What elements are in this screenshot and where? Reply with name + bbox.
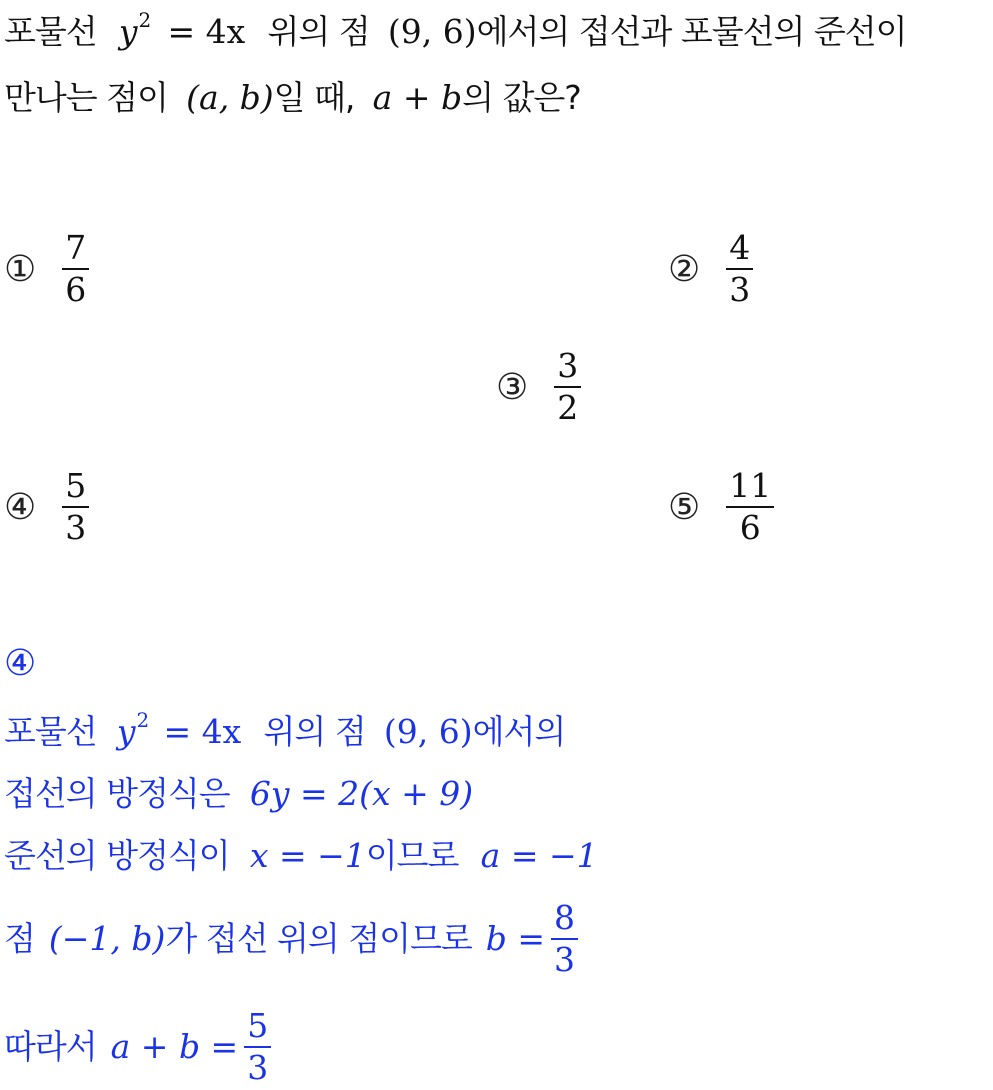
solution-answer [4,644,35,685]
math-point: (a, b) [186,78,274,117]
fraction-denominator: 3 [247,1048,269,1087]
choice-number: ② [668,248,701,290]
solution-text: 이므로 [365,836,459,875]
math-expression: a + b [372,78,463,117]
fraction [62,228,89,310]
fraction-numerator: 11 [729,466,772,505]
choice-number: ⑤ [668,486,701,528]
choice-4[interactable] [4,466,95,548]
solution-text: 가 접선 위의 점이므로 [165,919,472,958]
question-text: 포물선 [4,12,97,51]
math-equation: a + b = [110,1027,239,1066]
math-equation: b = [485,919,546,958]
solution-text: 위의 점 [263,712,366,751]
fraction-numerator: 8 [554,898,576,937]
question-text: 만나는 점이 [4,78,168,117]
fraction [62,466,89,548]
fraction-numerator: 5 [65,466,87,505]
fraction-numerator: 7 [65,228,87,267]
math-equation: a = −1 [480,836,598,875]
math-equation: x = −1 [249,836,366,875]
fraction-denominator: 2 [557,388,579,427]
solution-text: 접선의 방정식은 [4,774,230,813]
choice-5[interactable] [668,466,780,548]
math-point: (−1, b) [48,919,166,958]
fraction-denominator: 6 [739,508,761,547]
math-point: (9, 6) [383,712,473,751]
fraction [726,228,753,310]
fraction-numerator: 5 [247,1006,269,1045]
math-variable: y [118,12,138,51]
fraction-numerator: 4 [729,228,751,267]
question-text: 의 값은? [462,78,581,117]
solution-line-4 [4,898,584,980]
fraction-numerator: 3 [557,346,579,385]
math-exponent: 2 [136,708,150,732]
fraction [551,898,578,980]
choice-2[interactable] [668,228,759,310]
choice-3[interactable] [496,346,587,428]
fraction [726,466,774,548]
choice-number: ④ [4,486,37,528]
math-point: (9, 6) [387,12,477,51]
fraction [554,346,581,428]
answer-mark: ④ [4,643,36,684]
solution-text: 따라서 [4,1027,97,1066]
fraction-denominator: 6 [65,270,87,309]
fraction-denominator: 3 [65,508,87,547]
solution-text: 포물선 [4,712,97,751]
fraction-denominator: 3 [729,270,751,309]
choice-number: ③ [496,366,529,408]
math-equation: = 4x [167,12,246,51]
solution-line-2 [4,774,473,815]
math-exponent: 2 [138,8,152,32]
question-text: 에서의 접선과 포물선의 준선이 [476,12,907,51]
solution-text: 준선의 방정식이 [4,836,230,875]
math-equation: = 4x [163,712,242,751]
solution-line-1 [4,708,566,756]
solution-text: 점 [4,919,35,958]
solution-line-5 [4,1006,277,1088]
question-text: 위의 점 [267,12,370,51]
question-text: 일 때, [273,78,355,117]
question-line-2 [4,78,581,119]
choice-1[interactable] [4,228,95,310]
choice-number: ① [4,248,37,290]
math-equation: 6y = 2(x + 9) [249,774,474,813]
solution-text: 에서의 [472,712,566,751]
question-line-1 [4,8,907,56]
math-variable: y [116,712,136,751]
fraction-denominator: 3 [554,940,576,979]
solution-line-3 [4,836,598,877]
fraction [244,1006,271,1088]
